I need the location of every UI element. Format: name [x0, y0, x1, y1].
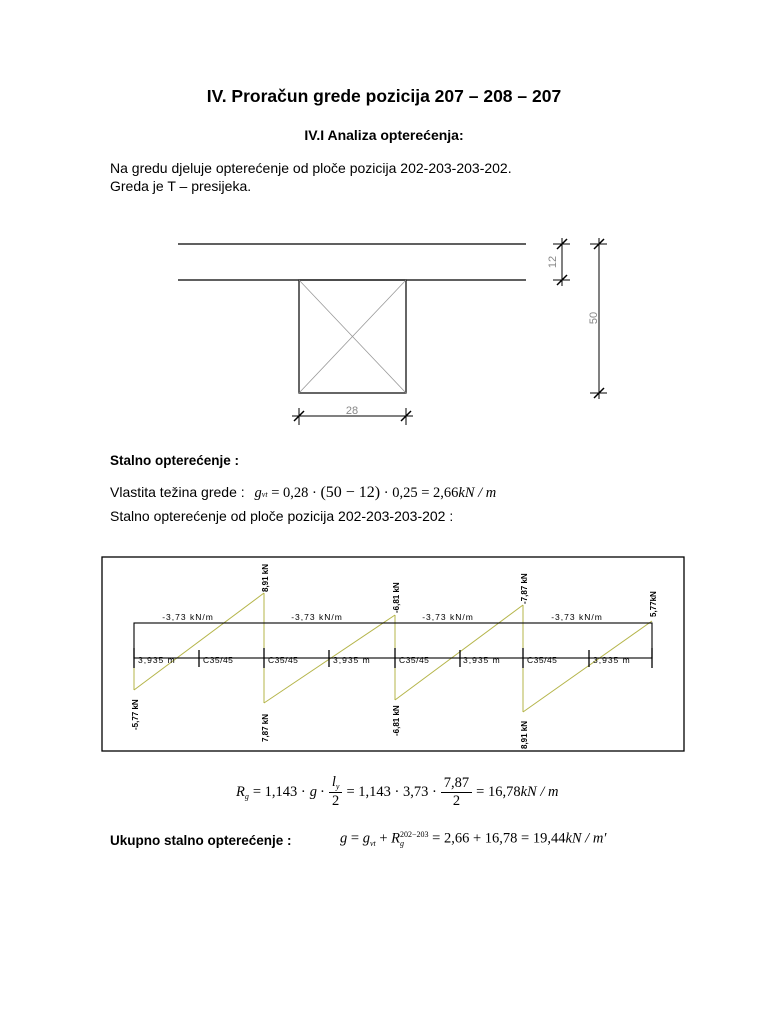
permanent-heading: Stalno opterećenje : [110, 453, 240, 468]
dim-flange-text: 12 [547, 255, 559, 269]
span-label-1: 3,935 m [138, 655, 176, 665]
section-subtitle: IV.I Analiza opterećenja: [304, 127, 464, 143]
load-label-3: -3,73 kN/m [422, 612, 474, 622]
total-formula: $g = g_{vt} + R$ 202−203 g = 2,66 + 16,78 = 19,44kN / m′ [340, 830, 607, 849]
intro-line-1: Na gredu djeluje opterećenje od ploče pozicija 202-203-203-202. [110, 160, 512, 176]
dim-height-text: 50 [588, 311, 600, 325]
slab-load-line: Stalno opterećenje od ploče pozicija 202-203-203-202 : [110, 508, 454, 524]
page-title: IV. Proračun grede pozicija 207 – 208 – 207 [206, 86, 562, 106]
total-label: Ukupno stalno opterećenje : [110, 833, 292, 848]
beam-outline [134, 623, 652, 658]
span-label-2: 3,935 m [333, 655, 371, 665]
reaction-top-2: -6,81 kN [392, 582, 401, 613]
self-weight-line: Vlastita težina grede : gvt = 0,28 · (50 − 12) · 0,25 = 2,66kN / m [110, 484, 497, 501]
reaction-bottom-3: -6,81 kN [392, 705, 401, 736]
self-weight-symbol: g [254, 485, 262, 501]
material-label-2: C35/45 [268, 655, 299, 665]
fraction-787: $\frac{7,87}{2}$ [441, 775, 472, 810]
reaction-bottom-2: 7,87 kN [261, 713, 270, 742]
reaction-formula: R g = 1,143 · g · $\frac{l_y}{2}$ = 1,143 · 3,73 · $\frac{7,87}{2}$ = 16,78 kN / m [236, 774, 559, 809]
dim-width-text: 28 [345, 405, 359, 417]
reaction-bottom-4: 8,91 kN [520, 720, 529, 749]
fraction-ly: $\frac{l_y}{2}$ [329, 774, 343, 810]
load-label-1: -3,73 kN/m [162, 612, 214, 622]
material-label-1: C35/45 [203, 655, 234, 665]
reaction-top-1: 8,91 kN [261, 563, 270, 592]
material-label-3: C35/45 [399, 655, 430, 665]
intro-line-2: Greda je T – presijeka. [110, 178, 252, 194]
material-label-4: C35/45 [527, 655, 558, 665]
self-weight-label: Vlastita težina grede : [110, 484, 245, 500]
reaction-top-3: -7,87 kN [520, 573, 529, 604]
reaction-top-4: 5,77kN [649, 591, 658, 617]
load-label-2: -3,73 kN/m [291, 612, 343, 622]
span-label-3: 3,935 m [463, 655, 501, 665]
load-label-4: -3,73 kN/m [551, 612, 603, 622]
reaction-bottom-1: -5,77 kN [131, 699, 140, 730]
span-label-4: 3,935 m [593, 655, 631, 665]
